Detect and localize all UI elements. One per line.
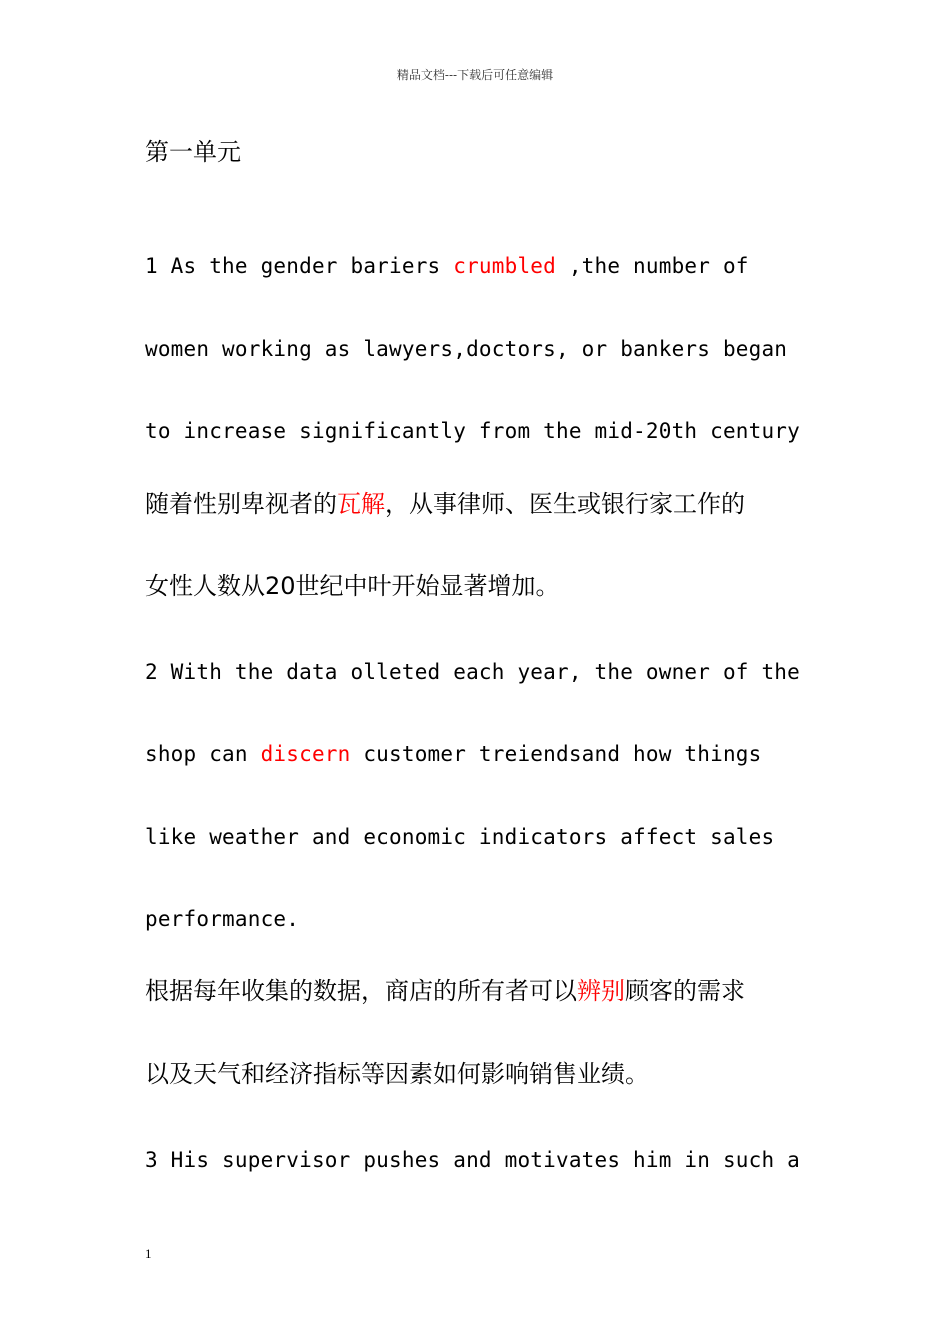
page-header: 精品文档---下载后可任意编辑 <box>396 68 554 82</box>
page-number: 1 <box>145 1246 152 1261</box>
unit-title: 第一单元 <box>145 138 241 166</box>
highlighted-word: 瓦解 <box>337 490 385 518</box>
entry-2-en-line-1: 2 With the data olleted each year, the owner of the <box>145 660 800 684</box>
entry-1-en-line-1: 1 As the gender bariers crumbled ,the number of <box>145 254 749 278</box>
highlighted-word: discern <box>260 742 351 766</box>
entry-1-zh-line-2: 女性人数从20世纪中叶开始显著增加。 <box>145 572 560 600</box>
highlighted-word: crumbled <box>453 254 556 278</box>
entry-1-zh-line-1: 随着性别卑视者的瓦解，从事律师、医生或银行家工作的 <box>145 490 745 518</box>
entry-1-en-line-2: women working as lawyers,doctors, or bankers began <box>145 337 788 361</box>
entry-2-en-line-2: shop can discern customer treiendsand how things <box>145 742 762 766</box>
entry-2-en-line-3: like weather and economic indicators affect sales <box>145 825 775 849</box>
entry-2-zh-line-2: 以及天气和经济指标等因素如何影响销售业绩。 <box>145 1060 649 1088</box>
highlighted-word: 辨别 <box>577 977 625 1005</box>
entry-2-en-line-4: performance. <box>145 907 300 931</box>
entry-1-en-line-3: to increase significantly from the mid-20th century <box>145 419 800 443</box>
entry-3-en-line-1: 3 His supervisor pushes and motivates him in such a <box>145 1148 800 1172</box>
entry-2-zh-line-1: 根据每年收集的数据，商店的所有者可以辨别顾客的需求 <box>145 977 745 1005</box>
